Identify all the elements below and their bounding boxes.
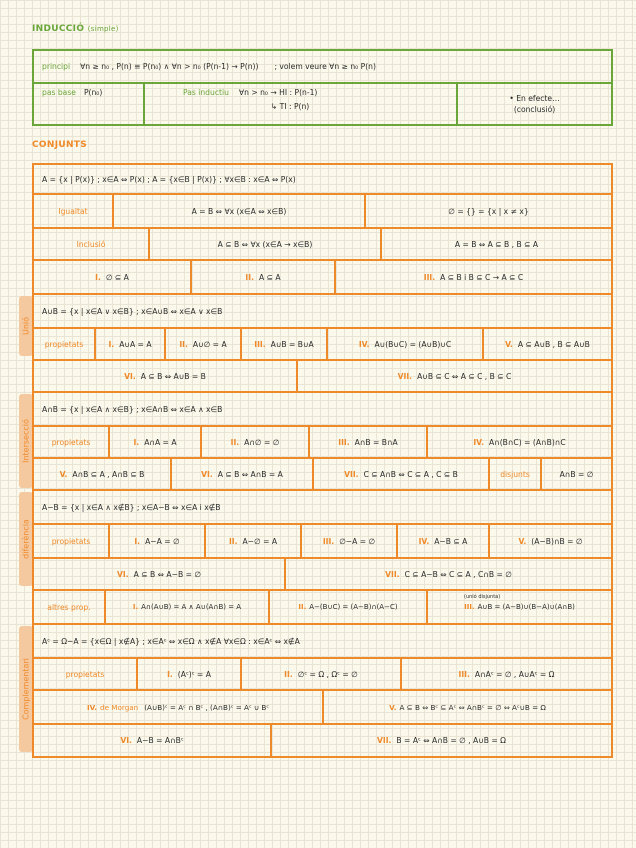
prop-cell: VII. C ⊆ A−B ⇔ C ⊆ A , C∩B = ∅ — [385, 569, 512, 579]
inclusio-eq: A = B ⇔ A ⊆ B , B ⊆ A — [454, 239, 539, 249]
prop-cell: IV. A∩(B∩C) = (A∩B)∩C — [473, 437, 566, 447]
prop-cell: VII. A∪B ⊆ C ⇔ A ⊆ C , B ⊆ C — [397, 371, 512, 381]
pas-inductiu-lines: ∀n > n₀ → HI : P(n-1) ↳ TI : P(n) — [238, 88, 318, 111]
inclusio-row — [34, 229, 611, 261]
conjunts-def: A = {x | P(x)} ; x∈A ⇔ P(x) ; A = {x∈B | P(x)} ; ∀x∈B : x∈A ⇔ P(x) — [42, 174, 296, 184]
prop-cell: II. ∅ᶜ = Ω , Ωᶜ = ∅ — [242, 659, 402, 689]
complementari-prop-label: propietats — [34, 659, 138, 689]
principi-cell: principi ∀n ≥ n₀ , P(n) ≡ P(n₀) ∧ ∀n > n₀ (P(n-1) → P(n)) ; volem veure ∀n ≥ n₀ P(n) — [42, 62, 376, 71]
inclusio-def: A ⊆ B ⇔ ∀x (x∈A → x∈B) — [150, 229, 382, 259]
principi-row — [34, 51, 611, 84]
diferencia-props-row — [34, 525, 611, 559]
prop-cell: V. A ⊆ A∪B , B ⊆ A∪B — [505, 339, 590, 349]
prop-cell: VI. A ⊆ B ⇔ A−B = ∅ — [34, 559, 286, 589]
unio-props-row — [34, 329, 611, 361]
igualtat-label: Igualtat — [34, 195, 114, 227]
prop-cell: I. A∩A = A — [110, 427, 202, 457]
prop-cell: IV. A∪(B∪C) = (A∪B)∪C — [328, 329, 484, 359]
prop-cell: VI. A−B = A∩Bᶜ — [34, 725, 272, 756]
pas-base-cell: pas base P(n₀) — [34, 84, 145, 124]
conjunts-box — [32, 163, 613, 758]
altres-label: altres prop. — [34, 591, 106, 623]
complementari-side-label: Complementari — [21, 658, 31, 720]
interseccio-def-row — [34, 393, 611, 427]
prop-cell: (unió disjunta) III. A∪B = (A−B)∪(B−A)∪(A∩B) — [464, 594, 575, 611]
disjunts-label: disjunts — [490, 459, 542, 489]
interseccio-props-row — [34, 427, 611, 459]
prop-cell: I. (Aᶜ)ᶜ = A — [138, 659, 242, 689]
conjunts-title: CONJUNTS — [32, 140, 87, 150]
pas-inductiu-cell: Pas inductiu ∀n > n₀ → HI : P(n-1) ↳ TI : P(n) — [145, 84, 458, 124]
prop-cell: III. ∅−A = ∅ — [302, 525, 398, 557]
prop-cell: IV. A−B ⊆ A — [398, 525, 490, 557]
complementari-props2-row — [34, 725, 611, 756]
prop-cell: V. (A−B)∩B = ∅ — [518, 536, 583, 546]
diferencia-def-row — [34, 491, 611, 525]
complementari-def: Aᶜ = Ω−A = {x∈Ω | x∉A} ; x∈Aᶜ ⇔ x∈Ω ∧ x∉A ∀x∈Ω : x∈Aᶜ ⇔ x∉A — [42, 636, 300, 646]
igualtat-def: A = B ⇔ ∀x (x∈A ⇔ x∈B) — [114, 195, 366, 227]
diferencia-side-label: diferència — [21, 519, 31, 559]
prop-cell: I. A∩(A∪B) = A ∧ A∪(A∩B) = A — [106, 591, 270, 623]
prop-cell: II. A∪∅ = A — [166, 329, 242, 359]
interseccio-def: A∩B = {x | x∈A ∧ x∈B} ; x∈A∩B ⇔ x∈A ∧ x∈B — [42, 404, 223, 414]
prop-cell: II. A ⊆ A — [192, 261, 336, 293]
diferencia-def: A−B = {x | x∈A ∧ x∉B} ; x∈A−B ⇔ x∈A i x∉B — [42, 502, 221, 512]
inclusio-label: Inclusió — [34, 229, 150, 259]
induccio-title: INDUCCIÓ (simple) — [32, 24, 119, 34]
unio-prop-label: propietats — [34, 329, 96, 359]
prop-cell: I. ∅ ⊆ A — [34, 261, 192, 293]
induccio-box — [32, 49, 613, 126]
prop-cell: II. A−∅ = A — [206, 525, 302, 557]
prop-cell: II. A∩∅ = ∅ — [202, 427, 310, 457]
prop-cell: VII. B = Aᶜ ⇔ A∩B = ∅ , A∪B = Ω — [377, 736, 506, 745]
prop-cell: III. A∩Aᶜ = ∅ , A∪Aᶜ = Ω — [458, 669, 555, 679]
prop-cell: V. A ⊆ B ⇔ Bᶜ ⊆ Aᶜ ⇔ A∩Bᶜ = ∅ ⇔ Aᶜ∪B = Ω — [389, 702, 546, 712]
unio-def: A∪B = {x | x∈A ∨ x∈B} ; x∈A∪B ⇔ x∈A ∨ x∈B — [42, 306, 223, 316]
disjunts-def: A∩B = ∅ — [559, 469, 594, 479]
igualtat-row — [34, 195, 611, 229]
prop-cell: VI. A ⊆ B ⇔ A∩B = A — [172, 459, 314, 489]
prop-cell: III. A∪B = B∪A — [242, 329, 328, 359]
prop-cell: I. A−A = ∅ — [110, 525, 206, 557]
altres-note: (unió disjunta) — [464, 594, 501, 600]
prop-cell: V. A∩B ⊆ A , A∩B ⊆ B — [34, 459, 172, 489]
unio-side-label: Unió — [21, 316, 31, 336]
inclusio-props-row — [34, 261, 611, 295]
morgan-cell: IV. de Morgan (A∪B)ᶜ = Aᶜ ∩ Bᶜ , (A∩B)ᶜ = Aᶜ ∪ Bᶜ — [34, 691, 324, 723]
complementari-def-row — [34, 625, 611, 659]
buit-def: ∅ = {} = {x | x ≠ x} — [448, 206, 529, 216]
pas-row — [34, 84, 611, 124]
unio-props2-row — [34, 361, 611, 393]
prop-cell: III. A ⊆ B i B ⊆ C → A ⊆ C — [423, 272, 524, 282]
complementari-morgan-row — [34, 691, 611, 725]
complementari-props-row — [34, 659, 611, 691]
unio-def-row — [34, 295, 611, 329]
prop-cell: I. A∪A = A — [96, 329, 166, 359]
conjunts-def-row — [34, 165, 611, 195]
interseccio-props2-row — [34, 459, 611, 491]
prop-cell: III. A∩B = B∩A — [310, 427, 428, 457]
interseccio-prop-label: propietats — [34, 427, 110, 457]
prop-cell: VII. C ⊆ A∩B ⇔ C ⊆ A , C ⊆ B — [314, 459, 490, 489]
conclusio-cell: • En efecte… (conclusió) — [509, 94, 560, 114]
altres-props-row — [34, 591, 611, 625]
prop-cell: II. A−(B∪C) = (A−B)∩(A−C) — [270, 591, 428, 623]
interseccio-side-label: Intersecció — [21, 419, 31, 463]
diferencia-prop-label: propietats — [34, 525, 110, 557]
diferencia-props2-row — [34, 559, 611, 591]
prop-cell: VI. A ⊆ B ⇔ A∪B = B — [34, 361, 298, 391]
